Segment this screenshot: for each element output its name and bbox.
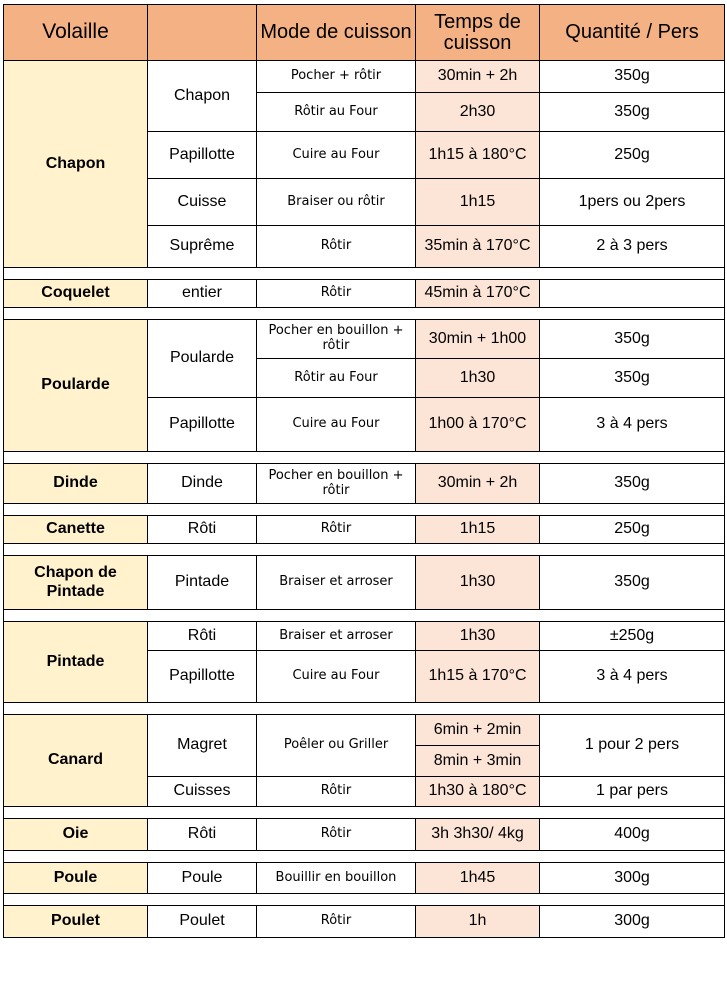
mode-cell: Pocher en bouillon + rôtir xyxy=(257,464,416,504)
quantite-cell: 400g xyxy=(540,819,725,851)
category-cell: Canette xyxy=(4,516,148,544)
temps-cell: 3h 3h30/ 4kg xyxy=(416,819,540,851)
category-cell: Canard xyxy=(4,715,148,807)
temps-cell: 30min + 2h xyxy=(416,464,540,504)
mode-cell: Rôtir xyxy=(257,226,416,268)
piece-cell: Papillotte xyxy=(148,651,257,703)
category-cell: Chapon xyxy=(4,61,148,268)
quantite-cell: 350g xyxy=(540,320,725,359)
mode-cell: Rôtir xyxy=(257,819,416,851)
temps-cell: 8min + 3min xyxy=(416,746,540,777)
piece-cell: Papillotte xyxy=(148,398,257,452)
table-row xyxy=(4,622,725,651)
temps-cell: 30min + 1h00 xyxy=(416,320,540,359)
quantite-cell: 3 à 4 pers xyxy=(540,398,725,452)
mode-cell: Rôtir au Four xyxy=(257,359,416,398)
category-cell: Oie xyxy=(4,819,148,851)
header-mode: Mode de cuisson xyxy=(257,5,416,61)
category-cell: Pintade xyxy=(4,622,148,703)
mode-cell: Cuire au Four xyxy=(257,132,416,179)
mode-cell: Pocher en bouillon + rôtir xyxy=(257,320,416,359)
table-row xyxy=(4,906,725,938)
quantite-cell: 350g xyxy=(540,61,725,93)
mode-cell: Poêler ou Griller xyxy=(257,715,416,777)
piece-cell: Cuisses xyxy=(148,777,257,807)
piece-cell: Chapon xyxy=(148,61,257,132)
piece-cell: Suprême xyxy=(148,226,257,268)
separator-row xyxy=(4,894,725,906)
piece-cell: Rôti xyxy=(148,622,257,651)
temps-cell: 1h15 xyxy=(416,179,540,226)
table-row xyxy=(4,819,725,851)
header-volaille: Volaille xyxy=(4,5,148,61)
temps-cell: 1h xyxy=(416,906,540,938)
piece-cell: Poularde xyxy=(148,320,257,398)
separator-row xyxy=(4,851,725,863)
table-row xyxy=(4,280,725,308)
piece-cell: Rôti xyxy=(148,819,257,851)
cooking-table-container xyxy=(3,4,724,984)
temps-cell: 2h30 xyxy=(416,93,540,132)
category-cell: Poularde xyxy=(4,320,148,452)
separator-row xyxy=(4,504,725,516)
quantite-cell: 350g xyxy=(540,464,725,504)
quantite-cell xyxy=(540,280,725,308)
quantite-cell: 250g xyxy=(540,516,725,544)
mode-cell: Bouillir en bouillon xyxy=(257,863,416,894)
table-row xyxy=(4,320,725,359)
separator-row xyxy=(4,703,725,715)
header-quantite: Quantité / Pers xyxy=(540,5,725,61)
temps-cell: 1h30 à 180°C xyxy=(416,777,540,807)
mode-cell: Cuire au Four xyxy=(257,651,416,703)
mode-cell: Braiser ou rôtir xyxy=(257,179,416,226)
quantite-cell: 1 par pers xyxy=(540,777,725,807)
category-cell: Coquelet xyxy=(4,280,148,308)
mode-cell: Braiser et arroser xyxy=(257,556,416,610)
poultry-cooking-table xyxy=(3,4,725,938)
temps-cell: 45min à 170°C xyxy=(416,280,540,308)
temps-cell: 35min à 170°C xyxy=(416,226,540,268)
mode-cell: Cuire au Four xyxy=(257,398,416,452)
temps-cell: 1h30 xyxy=(416,359,540,398)
category-cell: Dinde xyxy=(4,464,148,504)
quantite-cell: 350g xyxy=(540,93,725,132)
mode-cell: Rôtir xyxy=(257,906,416,938)
quantite-cell: 350g xyxy=(540,556,725,610)
separator-row xyxy=(4,268,725,280)
piece-cell: Pintade xyxy=(148,556,257,610)
temps-cell: 6min + 2min xyxy=(416,715,540,746)
temps-cell: 1h30 xyxy=(416,622,540,651)
quantite-cell: 1 pour 2 pers xyxy=(540,715,725,777)
separator-row xyxy=(4,610,725,622)
temps-cell: 30min + 2h xyxy=(416,61,540,93)
quantite-cell: 2 à 3 pers xyxy=(540,226,725,268)
temps-cell: 1h00 à 170°C xyxy=(416,398,540,452)
table-row xyxy=(4,863,725,894)
mode-cell: Braiser et arroser xyxy=(257,622,416,651)
piece-cell: Poule xyxy=(148,863,257,894)
category-cell: Poulet xyxy=(4,906,148,938)
quantite-cell: ±250g xyxy=(540,622,725,651)
piece-cell: Magret xyxy=(148,715,257,777)
table-row xyxy=(4,61,725,93)
table-row xyxy=(4,556,725,610)
temps-cell: 1h45 xyxy=(416,863,540,894)
header-temps: Temps de cuisson xyxy=(416,5,540,61)
temps-cell: 1h15 à 170°C xyxy=(416,651,540,703)
separator-row xyxy=(4,544,725,556)
mode-cell: Rôtir xyxy=(257,280,416,308)
mode-cell: Pocher + rôtir xyxy=(257,61,416,93)
table-row xyxy=(4,464,725,504)
mode-cell: Rôtir au Four xyxy=(257,93,416,132)
mode-cell: Rôtir xyxy=(257,777,416,807)
quantite-cell: 250g xyxy=(540,132,725,179)
separator-row xyxy=(4,807,725,819)
table-row xyxy=(4,516,725,544)
quantite-cell: 1pers ou 2pers xyxy=(540,179,725,226)
piece-cell: entier xyxy=(148,280,257,308)
quantite-cell: 300g xyxy=(540,863,725,894)
piece-cell: Dinde xyxy=(148,464,257,504)
quantite-cell: 3 à 4 pers xyxy=(540,651,725,703)
piece-cell: Poulet xyxy=(148,906,257,938)
piece-cell: Papillotte xyxy=(148,132,257,179)
header-piece xyxy=(148,5,257,61)
temps-cell: 1h30 xyxy=(416,556,540,610)
mode-cell: Rôtir xyxy=(257,516,416,544)
header-row xyxy=(4,5,725,61)
separator-row xyxy=(4,308,725,320)
piece-cell: Rôti xyxy=(148,516,257,544)
table-row xyxy=(4,715,725,746)
separator-row xyxy=(4,452,725,464)
temps-cell: 1h15 xyxy=(416,516,540,544)
category-cell: Chapon de Pintade xyxy=(4,556,148,610)
temps-cell: 1h15 à 180°C xyxy=(416,132,540,179)
category-cell: Poule xyxy=(4,863,148,894)
quantite-cell: 300g xyxy=(540,906,725,938)
quantite-cell: 350g xyxy=(540,359,725,398)
piece-cell: Cuisse xyxy=(148,179,257,226)
